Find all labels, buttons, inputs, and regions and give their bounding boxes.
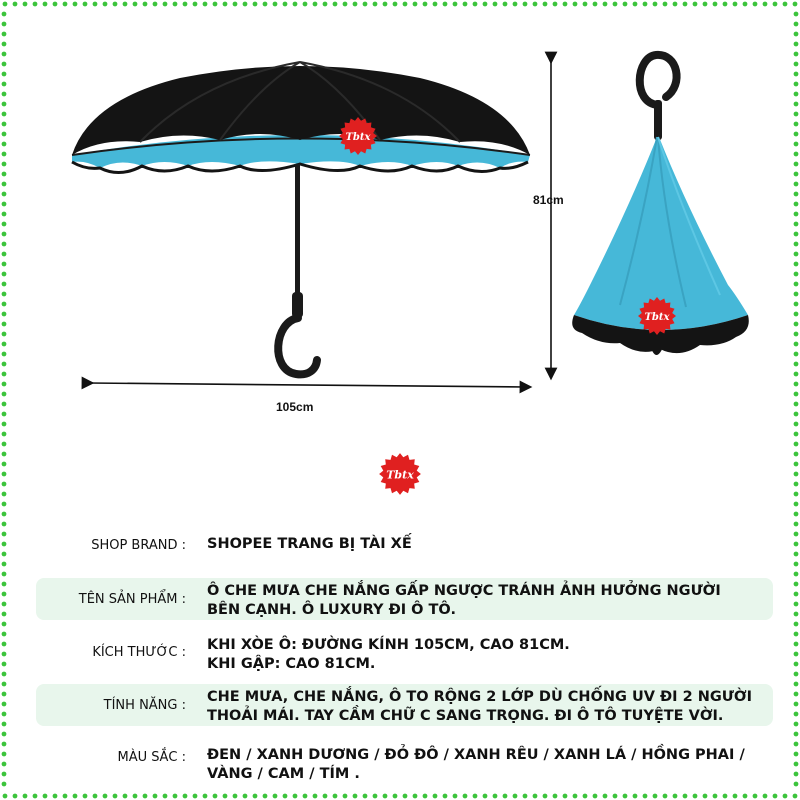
spec-label: MÀU SẮC : [117, 750, 186, 765]
spec-row-colors [36, 744, 773, 786]
spec-label: KÍCH THƯỚC : [92, 645, 186, 660]
spec-value-line: BÊN CẠNH. Ô LUXURY ĐI Ô TÔ. [207, 602, 456, 618]
spec-row-features [36, 684, 773, 726]
width-arrow [88, 383, 526, 387]
spec-value-line: SHOPEE TRANG BỊ TÀI XẾ [207, 536, 412, 552]
spec-value-line: ĐEN / XANH DƯƠNG / ĐỎ ĐÔ / XANH RÊU / XANH LÁ / HỒNG PHAI / [207, 747, 745, 763]
spec-value-line: THOẢI MÁI. TAY CẦM CHỮ C SANG TRỌNG. ĐI Ô TÔ TUYỆTE VỜI. [207, 708, 724, 724]
width-label: 105cm [276, 400, 314, 414]
svg-text:Tbtx: Tbtx [345, 132, 371, 143]
brand-seal-icon [338, 116, 378, 156]
spec-value-line: KHI GẬP: CAO 81CM. [207, 656, 376, 672]
svg-text:Tbtx: Tbtx [644, 312, 670, 323]
spec-value-line: Ô CHE MƯA CHE NẮNG GẤP NGƯỢC TRÁNH ẢNH HƯỞNG NGƯỜI [207, 583, 721, 599]
spec-value-line: VÀNG / CAM / TÍM . [207, 766, 360, 782]
spec-label: TÊN SẢN PHẨM : [78, 592, 186, 607]
brand-seal-icon [637, 296, 677, 336]
spec-label: TÍNH NĂNG : [103, 698, 186, 713]
height-label: 81cm [533, 193, 564, 207]
spec-row-brand [36, 527, 773, 563]
spec-row-product-name [36, 578, 773, 620]
spec-label: SHOP BRAND : [91, 538, 186, 553]
spec-value-line: KHI XÒE Ô: ĐƯỜNG KÍNH 105CM, CAO 81CM. [207, 637, 570, 653]
svg-text:Tbtx: Tbtx [386, 468, 414, 482]
spec-row-size [36, 632, 773, 674]
spec-value-line: CHE MƯA, CHE NẮNG, Ô TO RỘNG 2 LỚP DÙ CHỐNG UV ĐI 2 NGƯỜI [207, 689, 752, 705]
brand-seal-icon [378, 452, 422, 496]
